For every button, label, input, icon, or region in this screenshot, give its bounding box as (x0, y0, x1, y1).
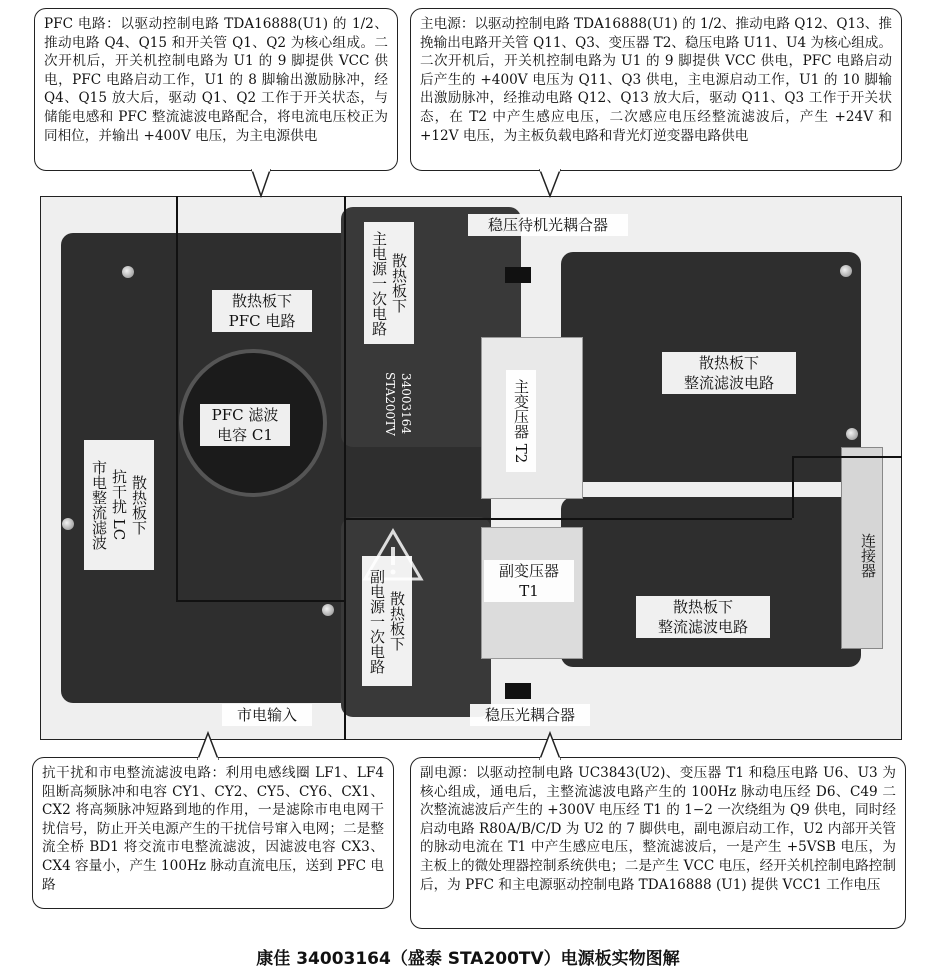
callout-aux-power: 副电源：以驱动控制电路 UC3843(U2)、变压器 T1 和稳压电路 U6、U3 为核心组成，通电后，主整流滤波电路产生的 100Hz 脉动电压经 D6、C49 二次整流滤波后产生的 +300V 电压经 T1 的 1−2 一次绕组为 Q9 供电，同时经启动电路 R80A/B/C/D 为 U2 的 7 脚供电，副电源启动工作，U2 内部开关管的脉动电流在 T1 中产生感应电压，整流滤波后，一是产生 +5VSB 电压，为主板上的微处理器控制系统供电；二是产生 VCC 电压，经开关机控制电路控制后，为 PFC 和主电源驱动控制电路 TDA16888 (U1) 提供 VCC1 工作电压 (410, 757, 906, 929)
label-main-transformer: 主变压器 T2 (506, 370, 536, 472)
label-pfc-capacitor: PFC 滤波 电容 C1 (200, 404, 290, 446)
label-rectifier-top: 散热板下 整流滤波电路 (662, 352, 796, 394)
callout-emi-rectifier: 抗干扰和市电整流滤波电路：利用电感线圈 LF1、LF4 阻断高频脉冲和电容 CY1、CY2、CY5、CY6、CX1、CX2 将高频脉冲短路到地的作用，一是滤除市电电网干扰信号，防止开关电源产生的干扰信号窜入电网；二是整流全桥 BD1 将交流市电整流滤波，因滤波电容 CX3、CX4 容量小，产生 100Hz 脉动直流电压，送到 PFC 电路 (32, 757, 394, 909)
label-opto: 稳压光耦合器 (470, 704, 590, 726)
label-mains-input: 市电输入 (222, 704, 312, 726)
callout-main-power: 主电源：以驱动控制电路 TDA16888(U1) 的 1/2、推动电路 Q12、Q13、推挽输出电路开关管 Q11、Q3、变压器 T2、稳压电路 U11、U4 为核心组成。二次开机后，开关机控制电路为 U1 的 9 脚提供 VCC 供电，PFC 电路启动后产生的 +400V 电压为 Q11、Q3 供电，主电源启动工作，U1 的 10 脚输出激励脉冲，经推动电路 Q12、Q13 放大后，驱动 Q11、Q3 工作于开关状态，在 T2 中产生感应电压，二次感应电压经整流滤波后，产生 +24V 和 +12V 电压，为主板负载电路和背光灯逆变器电路供电 (410, 8, 902, 171)
figure-caption: 康佳 34003164（盛泰 STA200TV）电源板实物图解 (256, 949, 680, 969)
label-standby-opto: 稳压待机光耦合器 (468, 214, 628, 236)
label-main-primary: 散热板下 主电源一次电路 (364, 222, 414, 344)
label-pfc-heatsink: 散热板下 PFC 电路 (212, 290, 312, 332)
label-connector: 连接器 (859, 532, 877, 578)
label-aux-primary: 散热板下 副电源一次电路 (362, 556, 412, 686)
label-emi-filter: 散热板下 抗干扰 LC 市电整流滤波 (84, 440, 154, 570)
label-aux-transformer: 副变压器 T1 (484, 560, 574, 602)
part-number-stamp: 34003164 STA200TV (383, 372, 413, 436)
label-rectifier-bottom: 散热板下 整流滤波电路 (636, 596, 770, 638)
callout-pfc-circuit: PFC 电路：以驱动控制电路 TDA16888(U1) 的 1/2、推动电路 Q4、Q15 和开关管 Q1、Q2 为核心组成。二次开机后，开关机控制电路为 U1 的 9 脚提供 VCC 供电，PFC 电路启动工作，U1 的 8 脚输出激励脉冲，经 Q4、Q15 放大后，驱动 Q1、Q2 工作于开关状态，与储能电感和 PFC 整流滤波电路配合，将电流电压校正为同相位，并输出 +400V 电压，为主电源供电 (34, 8, 398, 171)
